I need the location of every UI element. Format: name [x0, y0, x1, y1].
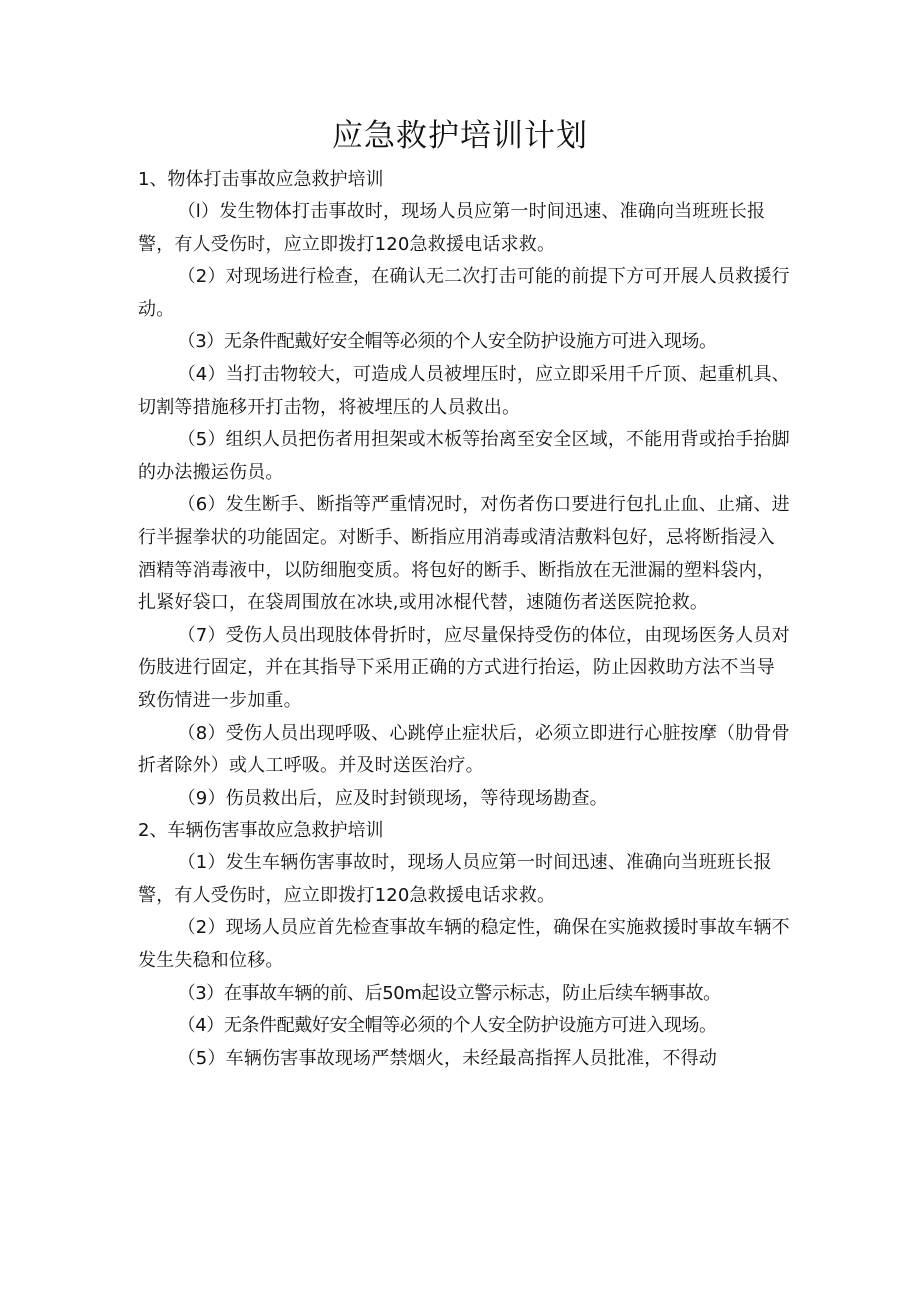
paragraph: （9）伤员救出后，应及时封锁现场，等待现场勘查。 [177, 787, 608, 809]
paragraph: （2）对现场进行检查，在确认无二次打击可能的前提下方可开展人员救援行动。 [138, 266, 790, 320]
paragraph: （l）发生物体打击事故时，现场人员应第一时间迅速、准确向当班班长报警，有人受伤时，应立即拨打120急救援电话求救。 [138, 201, 766, 255]
paragraph: （4）无条件配戴好安全帽等必须的个人安全防护设施方可进入现场。 [177, 1015, 717, 1037]
paragraph: （8）受伤人员出现呼吸、心跳停止症状后，必须立即进行心脏按摩（肋骨骨折者除外）或人工呼吸。并及时送医治疗。 [138, 722, 790, 777]
section-heading-1: 1、物体打击事故应急救护培训 [138, 169, 384, 190]
paragraph: （5）组织人员把伤者用担架或木板等抬离至安全区域，不能用背或抬手抬脚的办法搬运伤员。 [138, 429, 790, 483]
section-heading-2: 2、车辆伤害事故应急救护培训 [138, 820, 384, 842]
document-body [138, 164, 790, 1075]
paragraph: （3）无条件配戴好安全帽等必须的个人安全防护设施方可进入现场。 [177, 331, 717, 353]
paragraph: （1）发生车辆伤害事故时，现场人员应第一时间迅速、准确向当班班长报警，有人受伤时，应立即拨打120急救援电话求救。 [138, 852, 772, 906]
paragraph: （3）在事故车辆的前、后50m起设立警示标志，防止后续车辆事故。 [177, 982, 721, 1004]
paragraph: （4）当打击物较大，可造成人员被埋压时，应立即采用千斤顶、起重机具、切割等措施移开打击物，将被埋压的人员救出。 [138, 363, 790, 418]
paragraph: （7）受伤人员出现肢体骨折时，应尽量保持受伤的体位，由现场医务人员对伤肢进行固定，并在其指导下采用正确的方式进行抬运，防止因救助方法不当导致伤情进一步加重。 [138, 624, 790, 711]
page-title: 应急救护培训计划 [332, 118, 588, 154]
paragraph: （2）现场人员应首先检查事故车辆的稳定性，确保在实施救援时事故车辆不发生失稳和位移。 [138, 917, 790, 972]
paragraph: （5）车辆伤害事故现场严禁烟火，未经最高指挥人员批准，不得动 [177, 1047, 718, 1069]
paragraph: （6）发生断手、断指等严重情况时，对伤者伤口要进行包扎止血、止痛、进行半握拳状的功能固定。对断手、断指应用消毒或清洁敷料包好，忌将断指浸入酒精等消毒液中，以防细胞变质。将包好的断手、断指放在无泄漏的塑料袋内，扎紧好袋口，在袋周围放在冰块,或用冰棍代替，速随伤者送医院抢救。 [138, 494, 790, 614]
